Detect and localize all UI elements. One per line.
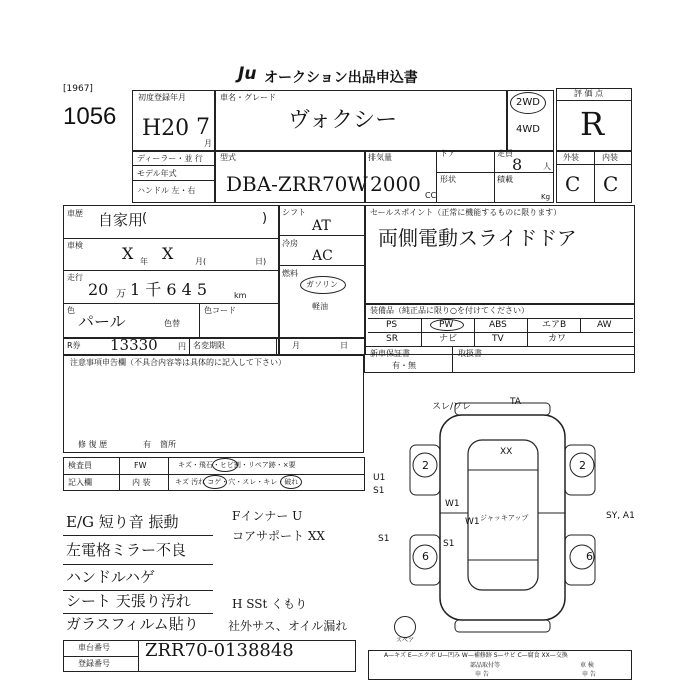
handle-label: ハンドル 左・右	[137, 186, 196, 195]
remark-line-2: 左電格ミラー不良	[66, 541, 187, 559]
ac-value: AC	[312, 248, 333, 264]
ac-label: 冷房	[282, 239, 298, 248]
load-label: 積載	[497, 175, 513, 184]
registration-era: H20	[142, 116, 190, 141]
option-aw: AW	[597, 320, 612, 330]
diagram-mark-w1-a: W1	[445, 499, 460, 509]
mileage-man: 20	[88, 280, 109, 299]
interior-grade: C	[603, 172, 619, 196]
lot-number: 1056	[63, 103, 117, 130]
inspector-label: 検査員	[68, 461, 92, 470]
page-title: オークション出品申込書	[264, 70, 418, 86]
remark-line-3: ハンドルハゲ	[66, 568, 155, 586]
remark-line-4: シート 天張り汚れ	[66, 592, 191, 610]
option-airbag: エアB	[542, 320, 567, 330]
model-type-label: 型式	[220, 153, 236, 162]
legend-shaken: 車 検	[580, 662, 594, 669]
mileage-man-unit: 万	[116, 289, 126, 300]
month-unit: 月	[204, 139, 212, 148]
shaken-year: X	[122, 244, 134, 263]
remark-line-5: ガラスフィルム貼り	[66, 615, 199, 633]
chassis-label: 車台番号	[78, 643, 110, 652]
color-change-label: 色替	[164, 319, 180, 328]
drive-4wd: 4WD	[516, 124, 540, 135]
month-open-unit: 月(	[195, 257, 207, 266]
manual-label: 取扱書	[458, 349, 482, 358]
legend-line-1: A—キズ E—エクボ U—凹み W—補修跡 S—サビ C—腐食 XX—交換	[384, 652, 568, 659]
shaken-month: X	[162, 244, 174, 263]
car-name: ヴォクシー	[288, 108, 398, 133]
notes-block	[63, 355, 364, 453]
option-pw: PW	[439, 320, 454, 330]
legend-parts: 部品取付等	[470, 662, 501, 669]
mileage-unit: km	[234, 291, 247, 300]
spare-label: スペア	[396, 637, 415, 644]
option-ps: PS	[386, 320, 398, 330]
stone-chip-circle	[212, 458, 238, 472]
score-value: R	[580, 105, 605, 143]
options-label: 装備品（純正品に限り○を付けてください）	[370, 306, 529, 315]
car-name-label: 車名・グレード	[220, 93, 276, 102]
fuel-diesel: 軽油	[312, 302, 328, 311]
chassis-number: ZRR70-0138848	[145, 640, 294, 661]
shaken-label: 車検	[67, 241, 83, 250]
legend-declare-1: 申 告	[475, 671, 489, 678]
tire-6-left: 6	[422, 550, 429, 563]
sales-point-label: セールスポイント（正常に機能するものに限ります）	[370, 208, 562, 217]
warranty-label: 新車保証書	[370, 349, 410, 358]
day-unit: 日)	[255, 257, 267, 266]
reference-number: [1967]	[63, 84, 93, 94]
color-code-label: 色コード	[204, 306, 236, 315]
diagram-top-label-1: スレ/ワレ	[432, 402, 472, 412]
remark-line-1: E/G 短り音 振動	[66, 513, 179, 531]
option-leather: カワ	[548, 334, 567, 344]
middle-note-4: 社外サス、オイル漏れ	[228, 619, 348, 633]
registration-number-label: 登録番号	[78, 659, 110, 668]
mileage-label: 走行	[67, 273, 83, 282]
capacity: 8	[512, 155, 523, 174]
option-navi: ナビ	[439, 334, 458, 344]
option-abs: ABS	[489, 320, 507, 330]
usage-value: 自家用	[98, 211, 144, 229]
options-grid	[368, 318, 633, 346]
fw-label: FW	[134, 461, 147, 470]
middle-note-2: コアサポート XX	[232, 529, 325, 543]
transfer-day: 日	[340, 341, 348, 350]
capacity-unit: 人	[543, 162, 551, 171]
logo-ju: Ju	[238, 64, 257, 84]
recycle-value: 13330	[110, 336, 158, 354]
usage-open: (	[142, 211, 148, 226]
exterior-label: 外装	[563, 153, 579, 162]
color-label: 色	[67, 306, 75, 315]
notes-label: 注意事項申告欄（不具合内容等は具体的に記入して下さい）	[70, 358, 286, 367]
registration-month: 7	[196, 115, 210, 140]
diagram-mark-w1-b: W1	[465, 517, 480, 527]
usage-close: )	[262, 211, 268, 226]
recycle-yen: 円	[178, 342, 186, 351]
option-tv: TV	[492, 334, 504, 344]
diagram-mark-xx: XX	[500, 447, 513, 457]
score-label: 評 価 点	[574, 89, 604, 98]
sales-point: 両側電動スライドドア	[378, 226, 577, 250]
repair-history-label: 修 復 歴	[78, 440, 108, 449]
body-shape-label: 形状	[440, 175, 456, 184]
diagram-mark-s1-c: S1	[443, 539, 455, 549]
spare-tire-icon	[394, 616, 416, 638]
diagram-mark-s1-b: S1	[378, 534, 390, 544]
fuel-label: 燃料	[282, 269, 298, 278]
interior-row-label: 内 装	[132, 478, 151, 487]
displacement: 2000	[370, 172, 421, 196]
diagram-top-label-2: TA	[510, 397, 521, 407]
tire-6-right: 6	[586, 550, 593, 563]
option-sr: SR	[386, 334, 398, 344]
middle-note-1: Fインナー U	[232, 509, 303, 523]
car-damage-diagram	[370, 395, 635, 655]
shift-value: AT	[312, 218, 331, 234]
wear-circle	[280, 475, 302, 489]
repair-history-value: 有	[143, 440, 151, 449]
dirt-circle	[203, 475, 227, 489]
legend-declare-2: 申 告	[582, 671, 596, 678]
diagram-mark-u1: U1	[373, 473, 386, 483]
scratch-row: キズ・飛石・ヒビ割・リペア跡・×要	[178, 461, 296, 469]
model-type: DBA-ZRR70W	[226, 172, 368, 196]
drive-2wd: 2WD	[516, 97, 540, 108]
shift-label: シフト	[282, 208, 306, 217]
year-unit: 年	[140, 257, 148, 266]
door-label: ドア	[440, 149, 456, 158]
tire-2-left: 2	[422, 459, 429, 472]
color-value: パール	[78, 312, 126, 331]
model-year-label: モデル年式	[137, 169, 177, 178]
displacement-unit: CC	[425, 191, 437, 200]
interior-label: 内装	[602, 153, 618, 162]
middle-note-3: H SSt くもり	[232, 597, 308, 611]
tire-2-right: 2	[579, 459, 586, 472]
diagram-mark-sy-a1: SY, A1	[606, 511, 635, 521]
capacity-label: 定員	[497, 149, 513, 158]
load-unit: Kg	[541, 193, 551, 201]
exterior-grade: C	[565, 172, 581, 196]
usage-label: 車歴	[67, 209, 83, 218]
transfer-month: 月	[292, 341, 300, 350]
first-registration-label: 初度登録年月	[138, 93, 186, 102]
mileage-rest: 1 千 6 4 5	[130, 280, 208, 299]
diagram-mark-jack: ジャッキアップ	[480, 514, 529, 522]
remarks-label: 記入欄	[68, 478, 92, 487]
transfer-label: 名変期限	[193, 341, 225, 350]
displacement-label: 排気量	[368, 153, 392, 162]
diagram-mark-s1-a: S1	[373, 486, 385, 496]
warranty-value: 有・無	[392, 361, 416, 370]
interior-damage-row: キズ 汚れ コゲ・穴・スレ・キレ・破れ	[175, 478, 299, 486]
fuel-gasoline: ガソリン	[306, 280, 338, 289]
dealer-label: ディーラー・並 行	[137, 154, 203, 163]
recycle-label: R券	[67, 341, 81, 350]
repair-place-label: 箇所	[160, 440, 176, 449]
